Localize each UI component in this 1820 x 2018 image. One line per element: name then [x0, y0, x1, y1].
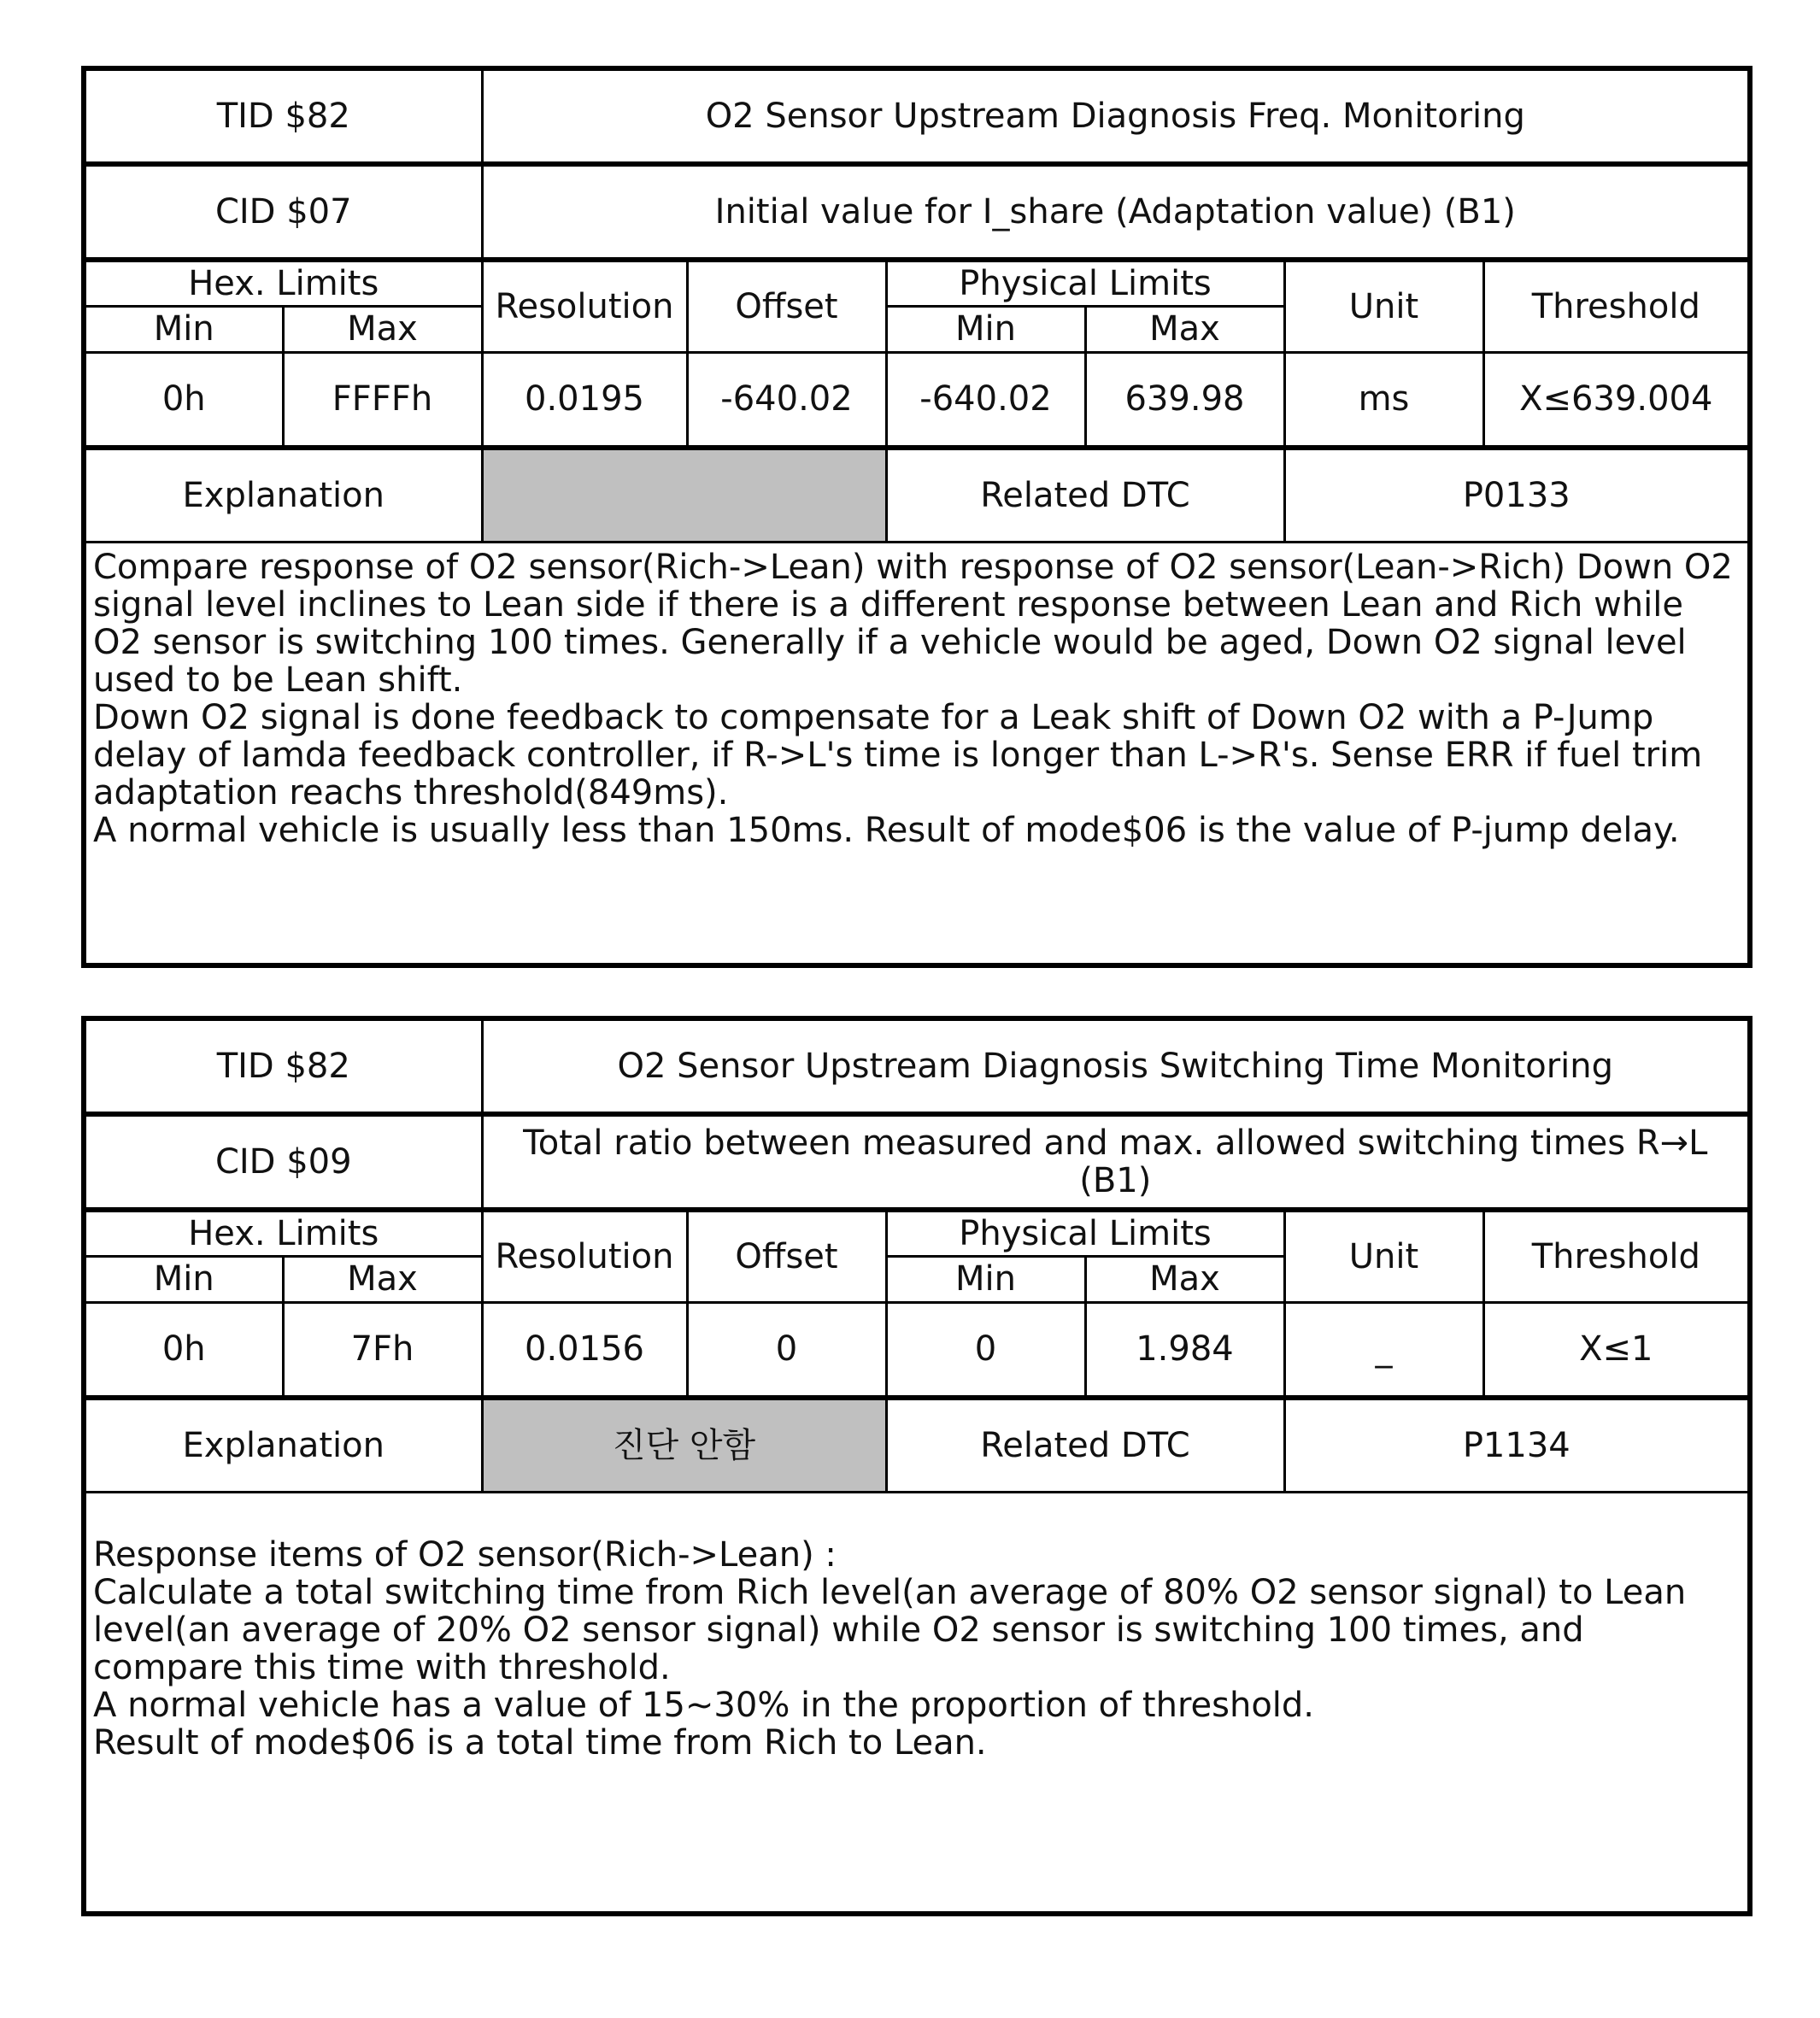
threshold-value: X≤639.004 [1483, 352, 1750, 448]
hex-max-value: 7Fh [283, 1302, 482, 1398]
explanation-text [84, 1492, 1750, 1914]
tid-label: TID $82 [84, 68, 482, 164]
offset-value: 0 [687, 1302, 886, 1398]
hex-min-header: Min [84, 1256, 283, 1302]
explanation-line [93, 1499, 1741, 1536]
tid-label: TID $82 [84, 1018, 482, 1114]
offset-value: -640.02 [687, 352, 886, 448]
physical-limits-header: Physical Limits [886, 260, 1284, 306]
table-title: O2 Sensor Upstream Diagnosis Switching Time Monitoring [482, 1018, 1750, 1114]
phys-min-value: -640.02 [886, 352, 1085, 448]
phys-max-header: Max [1085, 1256, 1284, 1302]
resolution-value: 0.0195 [482, 352, 687, 448]
physical-limits-header: Physical Limits [886, 1210, 1284, 1256]
related-dtc-label: Related DTC [886, 1398, 1284, 1492]
resolution-value: 0.0156 [482, 1302, 687, 1398]
phys-min-header: Min [886, 1256, 1085, 1302]
explanation-line: Compare response of O2 sensor(Rich->Lean) with response of O2 sensor(Lean->Rich) Down O2 signal level inclines to Lean side if there is a different response between Lean and Rich while O2 sensor is switching 100 times. Generally if a vehicle would be aged, Down O2 signal level used to be Lean shift. [93, 547, 1733, 700]
diagnosis-table-2 [81, 1016, 1752, 1916]
cid-description: Initial value for I_share (Adaptation value) (B1) [482, 164, 1750, 260]
cid-description: Total ratio between measured and max. allowed switching times R→L (B1) [482, 1114, 1750, 1210]
unit-value: ms [1284, 352, 1483, 448]
cid-label: CID $09 [84, 1114, 482, 1210]
phys-min-header: Min [886, 306, 1085, 352]
offset-header: Offset [687, 260, 886, 352]
phys-max-header: Max [1085, 306, 1284, 352]
cid-label: CID $07 [84, 164, 482, 260]
related-dtc-label: Related DTC [886, 448, 1284, 542]
explanation-text [84, 542, 1750, 965]
threshold-header: Threshold [1483, 1210, 1750, 1302]
phys-max-value: 639.98 [1085, 352, 1284, 448]
hex-max-header: Max [283, 1256, 482, 1302]
explanation-line: A normal vehicle has a value of 15~30% in the proportion of threshold. [93, 1685, 1315, 1725]
unit-header: Unit [1284, 1210, 1483, 1302]
phys-min-value: 0 [886, 1302, 1085, 1398]
hex-min-header: Min [84, 306, 283, 352]
resolution-header: Resolution [482, 260, 687, 352]
threshold-header: Threshold [1483, 260, 1750, 352]
explanation-note [482, 448, 886, 542]
hex-limits-header: Hex. Limits [84, 260, 482, 306]
explanation-line: Calculate a total switching time from Rich level(an average of 80% O2 sensor signal) to Lean level(an average of 20% O2 sensor signal) while O2 sensor is switching 100 times, and compare this time with threshold. [93, 1572, 1687, 1687]
unit-header: Unit [1284, 260, 1483, 352]
explanation-note: 진단 안함 [482, 1398, 886, 1492]
explanation-label: Explanation [84, 1398, 482, 1492]
hex-min-value: 0h [84, 1302, 283, 1398]
unit-value: _ [1284, 1302, 1483, 1398]
phys-max-value: 1.984 [1085, 1302, 1284, 1398]
resolution-header: Resolution [482, 1210, 687, 1302]
explanation-label: Explanation [84, 448, 482, 542]
related-dtc-value: P0133 [1284, 448, 1750, 542]
offset-header: Offset [687, 1210, 886, 1302]
hex-min-value: 0h [84, 352, 283, 448]
threshold-value: X≤1 [1483, 1302, 1750, 1398]
diagnosis-table-1 [81, 66, 1752, 968]
hex-limits-header: Hex. Limits [84, 1210, 482, 1256]
explanation-line: A normal vehicle is usually less than 150ms. Result of mode$06 is the value of P-jump delay. [93, 810, 1680, 850]
explanation-line: Down O2 signal is done feedback to compensate for a Leak shift of Down O2 with a P-Jump delay of lamda feedback controller, if R->L's time is longer than L->R's. Sense ERR if fuel trim adaptation reachs threshold(849ms). [93, 697, 1703, 812]
table-title: O2 Sensor Upstream Diagnosis Freq. Monitoring [482, 68, 1750, 164]
related-dtc-value: P1134 [1284, 1398, 1750, 1492]
explanation-line: Result of mode$06 is a total time from Rich to Lean. [93, 1722, 987, 1763]
hex-max-header: Max [283, 306, 482, 352]
explanation-line: Response items of O2 sensor(Rich->Lean) : [93, 1534, 837, 1575]
hex-max-value: FFFFh [283, 352, 482, 448]
